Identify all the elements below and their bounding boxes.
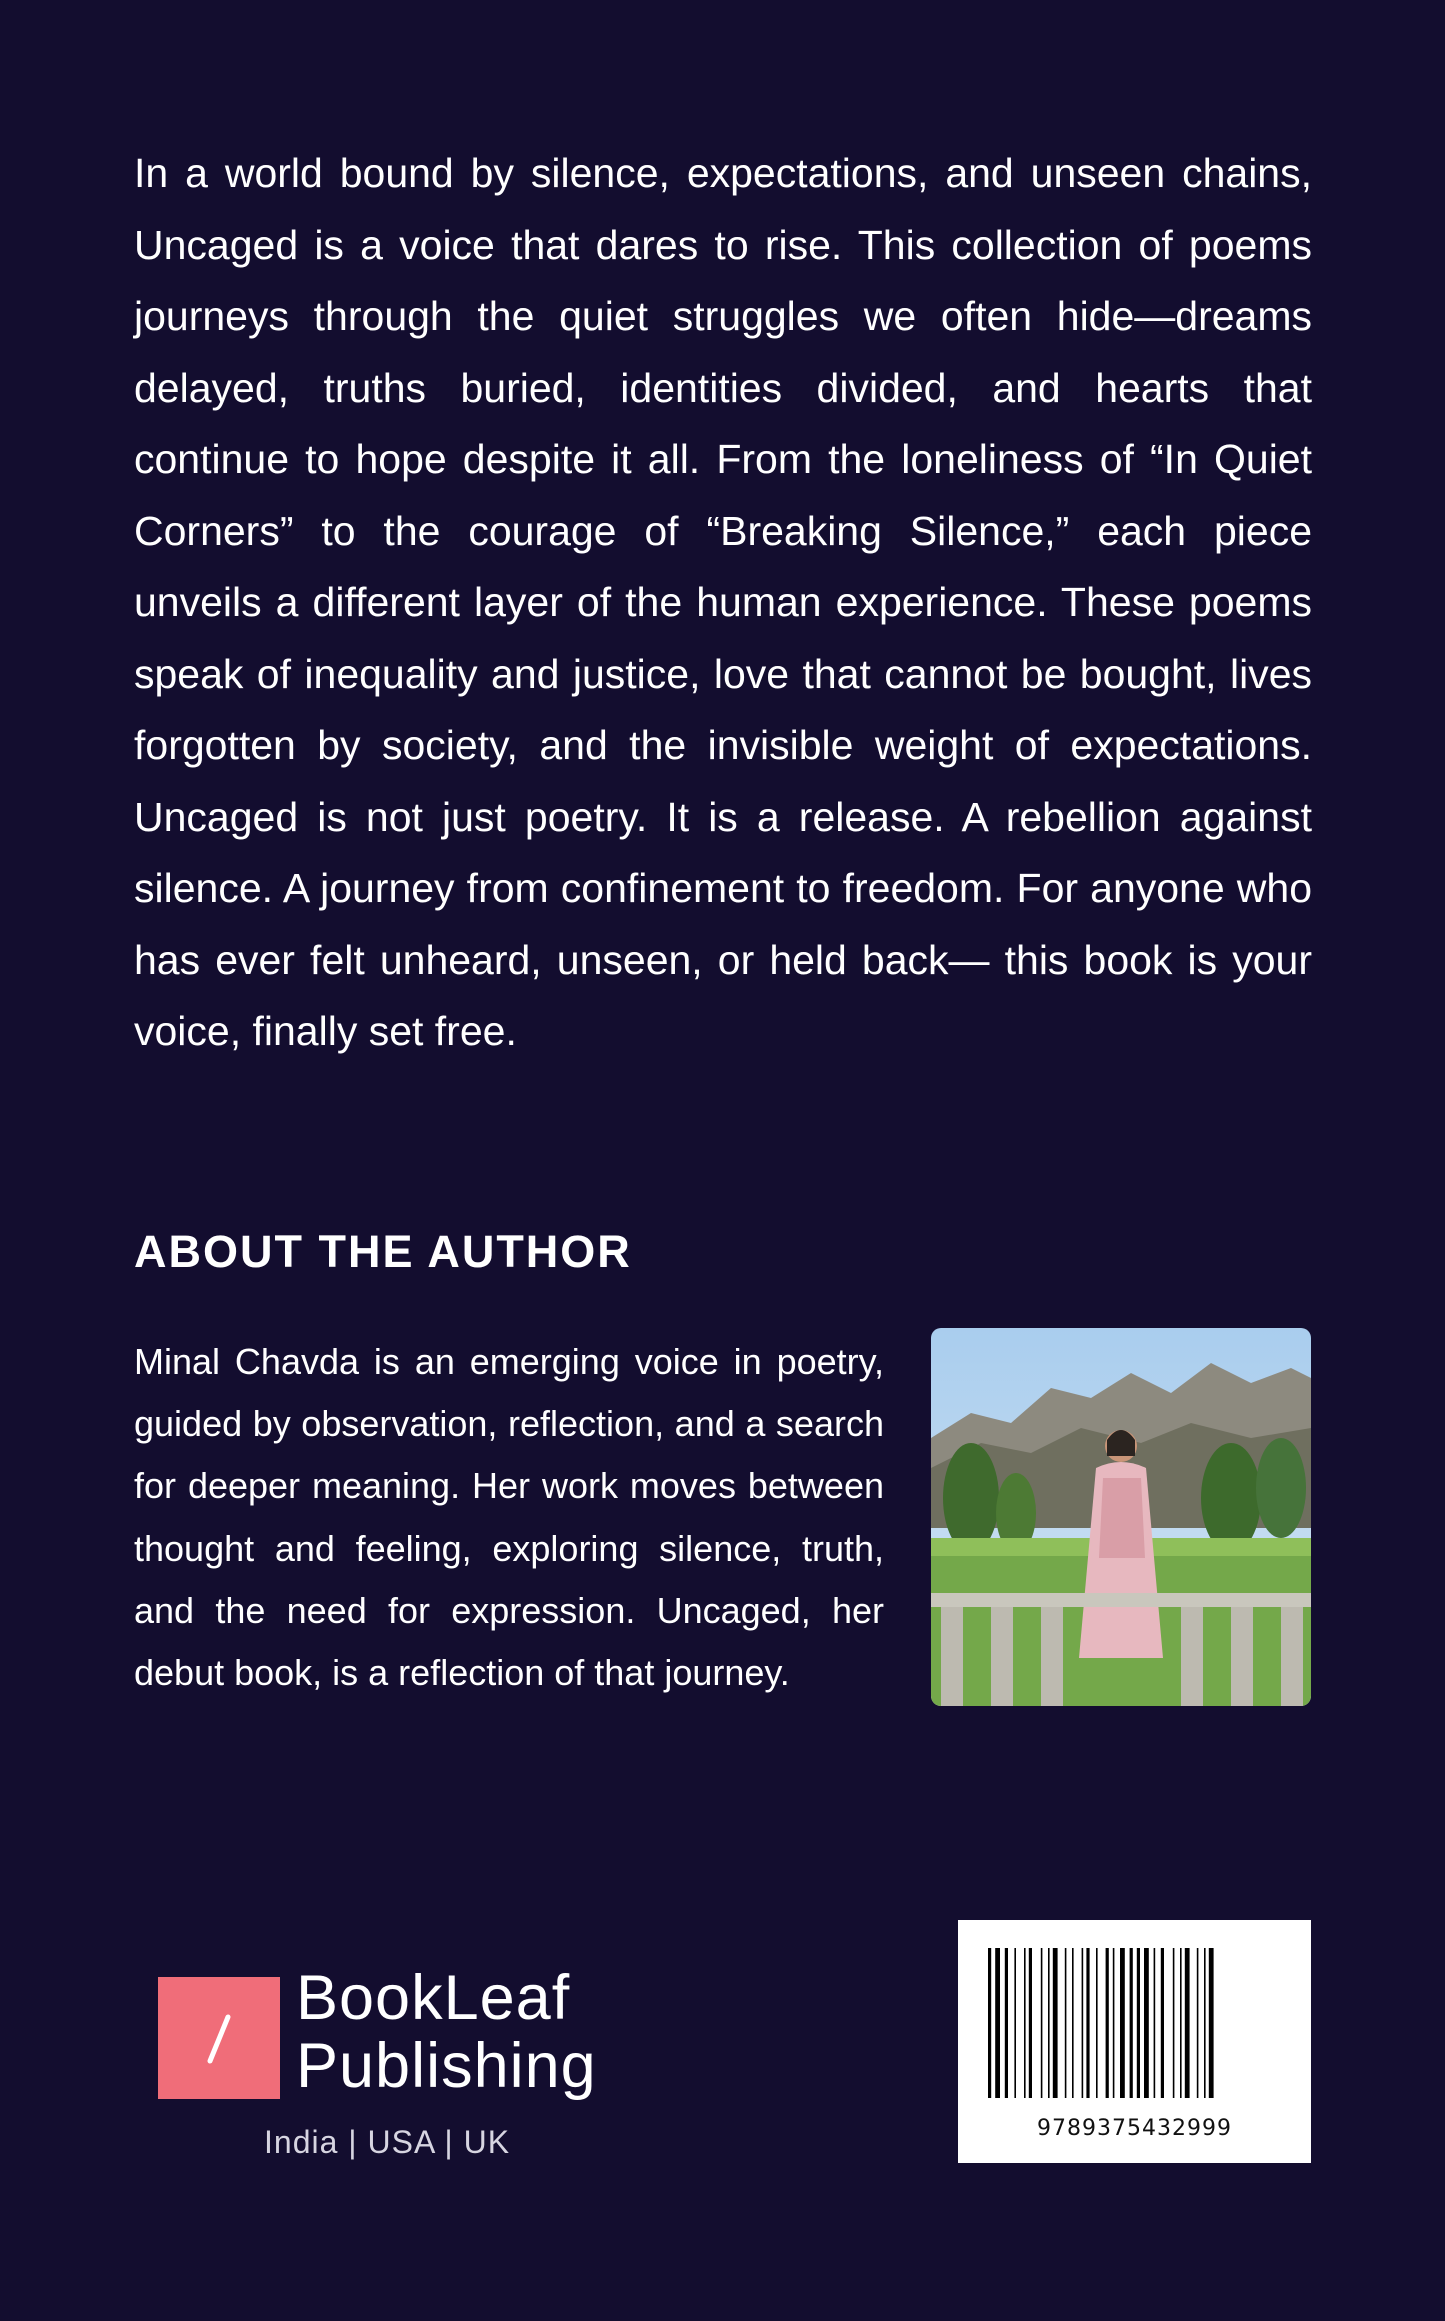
- isbn-number: 9789375432999: [1037, 2116, 1232, 2141]
- publisher-name-line1: BookLeaf: [296, 1963, 571, 2033]
- bookleaf-logo-icon: [158, 1977, 280, 2099]
- book-blurb: In a world bound by silence, expectations, and unseen chains, Uncaged is a voice that dares to rise. This collection of poems journeys through the quiet struggles we often hide—dreams delayed, truths buried, identities divided, and hearts that continue to hope despite it all. From the loneliness of “In Quiet Corners” to the courage of “Breaking Silence,” each piece unveils a different layer of the human experience. These poems speak of inequality and justice, love that cannot be bought, lives forgotten by society, and the invisible weight of expectations. Uncaged is not just poetry. It is a release. A rebellion against silence. A journey from confinement to freedom. For anyone who has ever felt unheard, unseen, or held back— this book is your voice, finally set free.: [134, 150, 1312, 1054]
- author-bio: Minal Chavda is an emerging voice in poetry, guided by observation, reflection, and a search for deeper meaning. Her work moves between thought and feeling, exploring silence, truth, and the need for expression. Uncaged, her debut book, is a reflection of that journey.: [134, 1341, 884, 1694]
- about-author-heading: ABOUT THE AUTHOR: [134, 1226, 632, 1277]
- author-photo: [931, 1328, 1311, 1706]
- barcode-bars: [958, 1920, 1311, 2110]
- publisher-regions: India | USA | UK: [264, 2124, 511, 2160]
- publisher-name-line2: Publishing: [296, 2031, 597, 2101]
- isbn-barcode: [958, 1920, 1311, 2163]
- publisher-name: [296, 1964, 597, 2100]
